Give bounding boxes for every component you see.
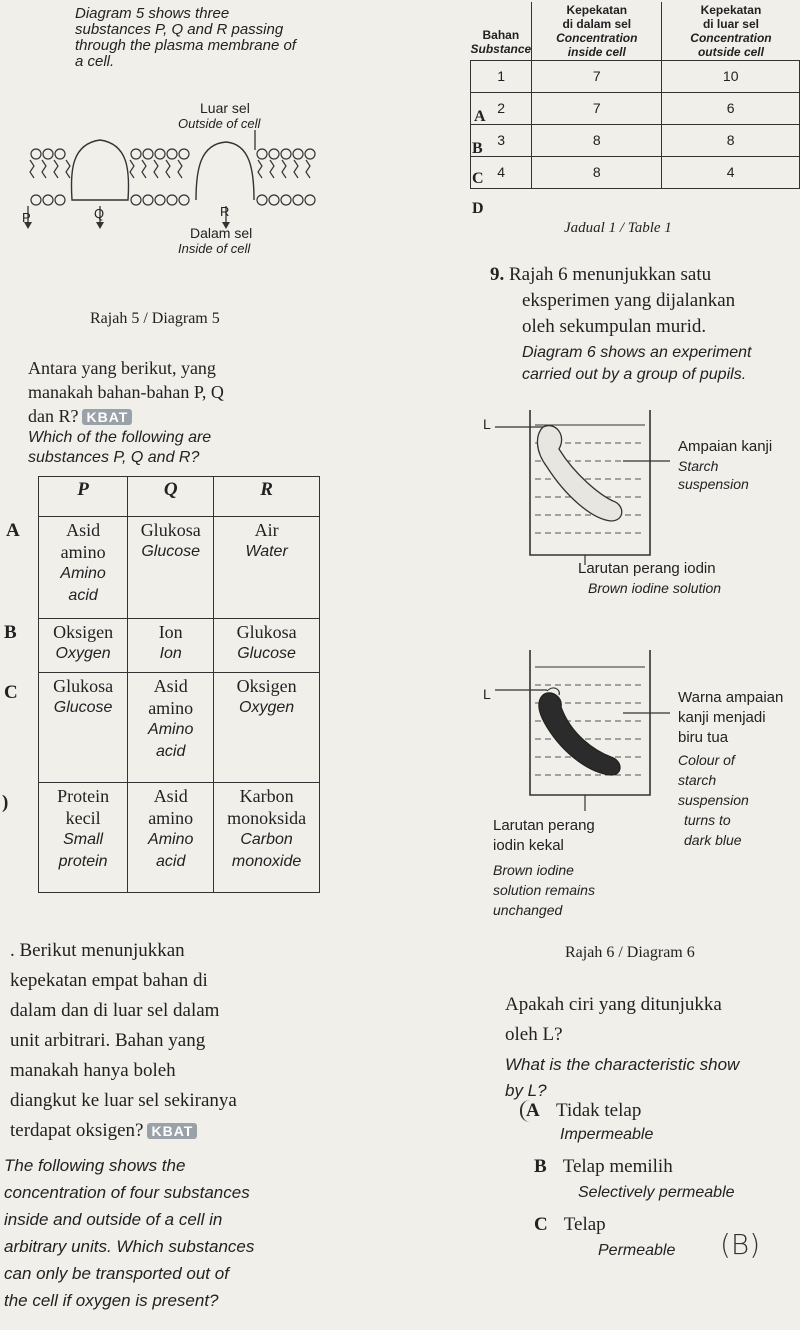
q8-question-en: [28, 428, 211, 468]
table-1-caption: Jadual 1 / Table 1: [564, 220, 672, 236]
cell-text-en: Oxygen: [55, 645, 111, 662]
beaker2-L: L: [483, 686, 491, 702]
t1-row: [471, 124, 800, 156]
cell-text: Glukosa: [236, 622, 297, 642]
nq-ms-line: . Berikut menunjukkan: [10, 940, 185, 961]
b2-sol-en-line: Brown iodine: [493, 862, 574, 878]
col-header-r: R: [214, 477, 320, 517]
t1-head-text: Kepekatan: [700, 2, 762, 17]
t1-header-substance: [471, 2, 532, 60]
t1-row: [471, 92, 800, 124]
nq-ms-line: terdapat oksigen?: [10, 1120, 144, 1141]
option-row-c[interactable]: [39, 673, 320, 783]
b2-en-line: dark blue: [684, 832, 742, 848]
t1-cell: 7: [532, 60, 662, 92]
cell-text-en: Glucose: [237, 645, 296, 662]
outside-label-en: Outside of cell: [178, 116, 261, 131]
t1-cell: 7: [532, 92, 662, 124]
t1-letter-d[interactable]: D: [472, 200, 484, 217]
option-row-d[interactable]: [39, 783, 320, 893]
label-q: Q: [94, 206, 105, 221]
t1-head-text: Concentration: [556, 30, 638, 45]
t1-head-text: outside cell: [697, 44, 764, 59]
t1-head-text: inside cell: [567, 44, 626, 59]
diagram-5: [0, 100, 340, 300]
t1-cell: 8: [532, 156, 662, 188]
q10-option-c-letter: C: [534, 1214, 548, 1235]
t1-row: [471, 156, 800, 188]
nq-ms-line: kepekatan empat bahan di: [10, 970, 208, 991]
t1-header-outside: [662, 2, 800, 60]
cell-text-en: acid: [156, 853, 186, 870]
beaker1-solution-ms: Larutan perang iodin: [578, 560, 716, 577]
nq-ms-line: unit arbitrari. Bahan yang: [10, 1030, 206, 1051]
kbat-badge: KBAT: [82, 409, 132, 425]
q9-ms-line: eksperimen yang dijalankan: [522, 290, 736, 311]
cell-text: Karbon: [239, 786, 294, 806]
b2-en-line: turns to: [684, 812, 731, 828]
beaker1-label-en1: Starch: [678, 458, 719, 474]
q9-ms-line: Rajah 6 menunjukkan satu: [509, 264, 712, 285]
nq-ms-line: diangkut ke luar sel sekiranya: [10, 1090, 237, 1111]
q8-options-table: [38, 476, 320, 893]
t1-head-text: Concentration: [690, 30, 772, 45]
nq-en-line: arbitrary units. Which substances: [4, 1237, 255, 1256]
beaker1-label-en2: suspension: [678, 476, 749, 492]
cell-text: monoksida: [227, 808, 307, 828]
t1-letter-a[interactable]: A: [474, 108, 486, 125]
b2-ms-line: kanji menjadi: [678, 709, 766, 726]
q9-en-line: Diagram 6 shows an experiment: [522, 344, 752, 361]
option-row-b[interactable]: [39, 619, 320, 673]
b2-en-line: starch: [678, 772, 717, 788]
option-letter-a[interactable]: A: [6, 520, 20, 541]
t1-head-text: Substance: [470, 41, 532, 56]
t1-cell: 10: [662, 60, 800, 92]
cell-text: Oksigen: [53, 622, 114, 642]
q9-number: 9.: [490, 264, 505, 285]
q10-option-c-en: Permeable: [598, 1242, 676, 1259]
q10-option-a-ms: Tidak telap: [556, 1100, 642, 1121]
cell-text: Air: [254, 520, 279, 540]
t1-head-text: di luar sel: [702, 16, 759, 31]
b2-ms-line: Warna ampaian: [678, 689, 784, 706]
q8-intro-line: substances P, Q and R passing: [75, 21, 284, 38]
t1-cell: 6: [662, 92, 800, 124]
t1-head-text: di dalam sel: [562, 16, 632, 31]
q8-en-line: Which of the following are: [28, 429, 212, 446]
t1-letter-b[interactable]: B: [472, 140, 483, 157]
cell-text: Asid: [153, 786, 188, 806]
t1-cell: 3: [471, 124, 532, 156]
col-header-q: Q: [128, 477, 214, 517]
q10-en-line: What is the characteristic show: [505, 1055, 740, 1074]
nq-en-line: the cell if oxygen is present?: [4, 1291, 219, 1310]
label-r: R: [220, 204, 230, 219]
col-header-p: P: [39, 477, 128, 517]
b2-sol-ms-line: iodin kekal: [493, 837, 564, 854]
q10-en-line: by L?: [505, 1081, 547, 1100]
option-letter-c[interactable]: C: [4, 682, 18, 703]
table-1-wrap: [470, 2, 800, 189]
q8-en-line: substances P, Q and R?: [28, 449, 200, 466]
beaker-2: [495, 645, 695, 815]
q10-option-b-en: Selectively permeable: [578, 1184, 735, 1201]
nq-en-line: The following shows the: [4, 1156, 186, 1175]
cell-text-en: acid: [156, 743, 186, 760]
q9-ms-line: oleh sekumpulan murid.: [522, 316, 707, 337]
q10-option-b-ms: Telap memilih: [562, 1156, 673, 1177]
cell-text-en: Glucose: [141, 543, 201, 560]
q8-intro: [75, 6, 296, 70]
nq-ms-line: dalam dan di luar sel dalam: [10, 1000, 220, 1021]
t1-cell: 8: [532, 124, 662, 156]
q10-ms-line: Apakah ciri yang ditunjukka: [505, 994, 722, 1015]
q9-en: [522, 342, 751, 386]
q9-en-line: carried out by a group of pupils.: [522, 366, 747, 383]
nq-en-line: inside and outside of a cell in: [4, 1210, 223, 1229]
cell-text-en: Glucose: [53, 699, 113, 716]
cell-text-en: Amino: [60, 565, 106, 582]
cell-text-en: Carbon: [240, 831, 293, 848]
cell-text-en: acid: [68, 587, 98, 604]
t1-header-inside: [532, 2, 662, 60]
label-p: P: [22, 210, 31, 225]
cell-text: Oksigen: [236, 676, 297, 696]
cell-text: Asid: [66, 520, 101, 540]
q10-ms-line: oleh L?: [505, 1024, 563, 1045]
inside-label-en: Inside of cell: [178, 241, 251, 256]
t1-letter-c[interactable]: C: [472, 170, 484, 187]
beaker2-solution-en: [493, 860, 595, 920]
q10-option-a[interactable]: [520, 1100, 653, 1144]
beaker2-label-en: [678, 750, 749, 850]
q10-ms: [505, 990, 722, 1050]
diagram-5-caption: Rajah 5 / Diagram 5: [90, 310, 220, 327]
b2-sol-en-line: solution remains: [493, 882, 595, 898]
t1-cell: 4: [662, 156, 800, 188]
cell-text: kecil: [65, 808, 101, 828]
cell-text-en: protein: [58, 853, 108, 870]
b2-ms-line: biru tua: [678, 729, 729, 746]
cell-text: amino: [60, 542, 106, 562]
cell-text-en: monoxide: [231, 853, 302, 870]
option-row-a[interactable]: [39, 517, 320, 619]
next-question-ms: [10, 936, 237, 1146]
cell-text: amino: [148, 698, 194, 718]
q8-intro-line: Diagram 5 shows three: [75, 5, 230, 22]
membrane-figure: [0, 130, 340, 230]
option-letter-d[interactable]: ): [2, 792, 9, 813]
q8-options-table-wrap: [0, 476, 322, 893]
cell-text: Asid: [153, 676, 188, 696]
option-letter-b[interactable]: B: [4, 622, 17, 643]
cell-text-en: Amino: [148, 721, 194, 738]
q8-ms-line: manakah bahan-bahan P, Q: [28, 382, 224, 402]
beaker2-label-ms: [678, 688, 783, 748]
q10-option-b-letter: B: [534, 1156, 547, 1177]
t1-head-text: Bahan: [482, 27, 520, 42]
t1-cell: 1: [471, 60, 532, 92]
diagram-6-caption: Rajah 6 / Diagram 6: [565, 944, 695, 961]
next-question-en: [4, 1152, 254, 1314]
q8-question-ms: [28, 356, 224, 429]
q8-intro-line: through the plasma membrane of: [75, 37, 296, 54]
q8-intro-line: a cell.: [75, 53, 115, 70]
cell-text-en: Ion: [159, 645, 182, 662]
q10-option-a-letter: A: [520, 1100, 548, 1122]
nq-en-line: concentration of four substances: [4, 1183, 250, 1202]
b2-sol-en-line: unchanged: [493, 902, 563, 918]
t1-cell: 2: [471, 92, 532, 124]
cell-text: amino: [148, 808, 194, 828]
t1-head-text: Kepekatan: [566, 2, 628, 17]
t1-row: [471, 60, 800, 92]
q10-en: [505, 1052, 739, 1104]
beaker1-label-ms: Ampaian kanji: [678, 438, 773, 455]
cell-text-en: Small: [63, 831, 104, 848]
cell-text-en: Oxygen: [239, 699, 295, 716]
cell-text: Ion: [158, 622, 183, 642]
handwritten-answer: (B): [720, 1228, 761, 1261]
t1-cell: 8: [662, 124, 800, 156]
t1-cell: 4: [471, 156, 532, 188]
cell-text-en: Water: [245, 543, 288, 560]
beaker-1: [495, 405, 695, 565]
nq-en-line: can only be transported out of: [4, 1264, 229, 1283]
beaker2-solution-ms: [493, 816, 595, 856]
cell-text: Glukosa: [140, 520, 201, 540]
q10-option-c-ms: Telap: [563, 1214, 606, 1235]
cell-text: Glukosa: [53, 676, 114, 696]
cell-text-en: Amino: [148, 831, 194, 848]
q8-ms-line: dan R?: [28, 406, 79, 426]
b2-sol-ms-line: Larutan perang: [493, 817, 595, 834]
table-1: [470, 2, 800, 189]
q10-option-a-en: Impermeable: [560, 1126, 654, 1143]
beaker1-solution-en: Brown iodine solution: [588, 580, 722, 596]
q8-ms-line: Antara yang berikut, yang: [28, 358, 216, 378]
beaker1-L: L: [483, 416, 491, 432]
q10-option-c[interactable]: [534, 1214, 675, 1260]
outside-label-ms: Luar sel: [200, 100, 250, 116]
b2-en-line: suspension: [678, 792, 749, 808]
cell-text: Protein: [57, 786, 110, 806]
b2-en-line: Colour of: [678, 752, 735, 768]
q10-option-b[interactable]: [534, 1156, 735, 1202]
q9-ms: [490, 262, 735, 340]
inside-label-ms: Dalam sel: [190, 225, 253, 241]
nq-ms-line: manakah hanya boleh: [10, 1060, 176, 1081]
kbat-badge: KBAT: [147, 1123, 197, 1139]
